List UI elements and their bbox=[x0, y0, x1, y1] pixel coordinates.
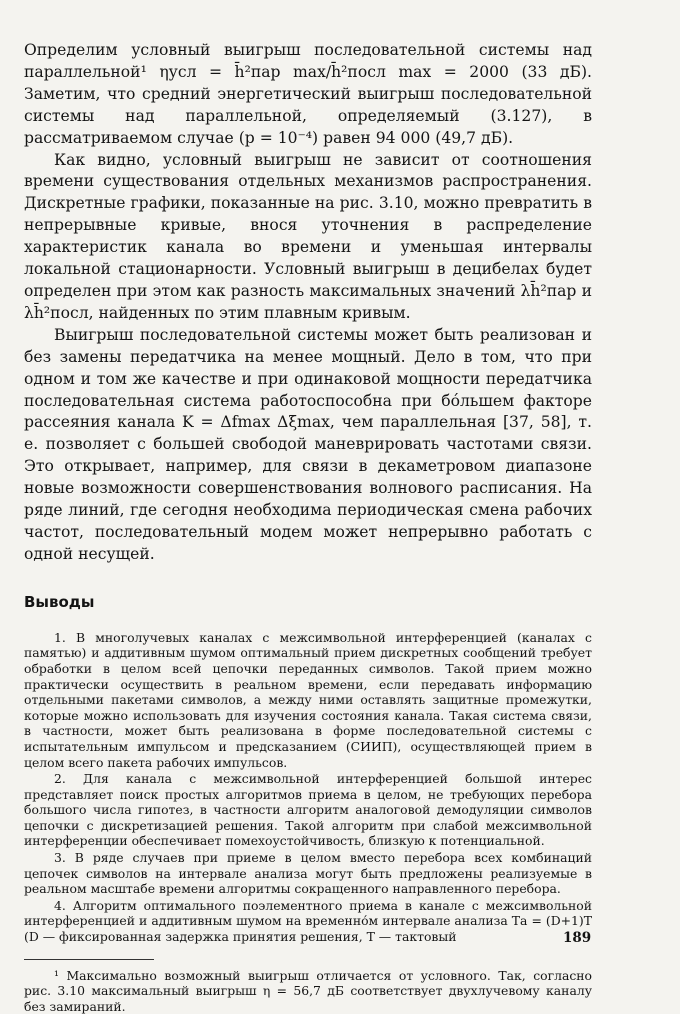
section-heading: Выводы bbox=[24, 592, 95, 611]
page-number: 189 bbox=[563, 930, 592, 946]
conclusion-item-4: 4. Алгоритм оптимального поэлементного приема в канале с межсимвольной интерференцией и аддитивным шумом на временно́м интервале анализа Tа = (D+1)T (D — фиксированная задержка принятия решения, T — тактовый bbox=[24, 897, 592, 945]
conclusion-item-3: 3. В ряде случаев при приеме в целом вместо перебора всех комбинаций цепочек символов на интервале анализа могут быть предложены реализуемые в реальном масштабе времени алгоритмы сокращенного направленного перебора. bbox=[24, 850, 592, 897]
conclusions-list bbox=[24, 630, 592, 945]
footnote-text: ¹ Максимально возможный выигрыш отличается от условного. Так, согласно рис. 3.10 максимальный выигрыш η = 56,7 дБ соответствует двухлучевому каналу без замираний. bbox=[24, 967, 592, 1014]
conclusion-item-2: 2. Для канала с межсимвольной интерференцией большой интерес представляет поиск простых алгоритмов приема в целом, не требующих перебора большого числа гипотез, в частности алгоритм аналоговой демодуляции символов цепочки с дискретизацией решения. Такой алгоритм при слабой межсимвольной интерференции обеспечивает помехоустойчивость, близкую к потенциальной. bbox=[24, 771, 592, 849]
paragraph-2: Как видно, условный выигрыш не зависит от соотношения времени существования отдельных механизмов распространения. Дискретные графики, показанные на рис. 3.10, можно превратить в непрерывные кривые, внося уточнения в распределение характеристик канала во времени и уменьшая интервалы локальной стационарности. Условный выигрыш в децибелах будет определен при этом как разность максимальных значений λh̄²пар и λh̄²посл, найденных по этим плавным кривым. bbox=[24, 150, 592, 322]
paragraph-1: Определим условный выигрыш последовательной системы над параллельной¹ ηусл = h̄²пар max/h̄²посл max = 2000 (33 дБ). Заметим, что средний энергетический выигрыш последовательной системы над параллельной, определяемый (3.127), в рассматриваемом случае (p = 10⁻⁴) равен 94 000 (49,7 дБ). bbox=[24, 41, 592, 147]
page bbox=[24, 40, 592, 1014]
conclusion-item-1: 1. В многолучевых каналах с межсимвольной интерференцией (каналах с памятью) и аддитивным шумом оптимальный прием дискретных сообщений требует обработки в целом всей цепочки переданных символов. Такой прием можно практически осуществить в реальном времени, если передавать информацию отдельными пакетами символов, а между ними оставлять защитные промежутки, которые можно использовать для изучения состояния канала. Такая система связи, в частности, может быть реализована в форме последовательной системы с испытательным импульсом и предсказанием (СИИП), осуществляющей прием в целом всего пакета рабочих импульсов. bbox=[24, 629, 592, 770]
footnote bbox=[24, 968, 592, 1014]
footnote-divider bbox=[24, 959, 154, 960]
main-text bbox=[24, 40, 592, 566]
paragraph-3: Выигрыш последовательной системы может быть реализован и без замены передатчика на менее мощный. Дело в том, что при одном и том же качестве и при одинаковой мощности передатчика последовательная система работоспособна при бо́льшем факторе рассеяния канала K = Δfmax Δξmax, чем параллельная [37, 58], т. е. позволяет с большей свободой маневрировать частотами связи. Это открывает, например, для связи в декаметровом диапазоне новые возможности совершенствования волнового расписания. На ряде линий, где сегодня необходима периодическая смена рабочих частот, последовательный модем может непрерывно работать с одной несущей. bbox=[24, 325, 592, 563]
